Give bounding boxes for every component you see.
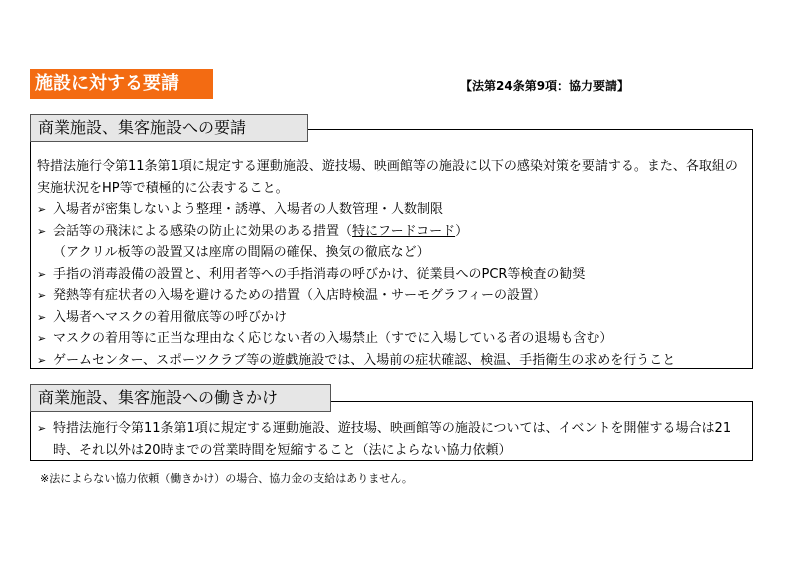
list-item: [37, 285, 746, 307]
arrow-bullet-icon: ➢: [37, 224, 47, 238]
arrow-bullet-icon: ➢: [37, 203, 47, 216]
list-item-text: ゲームセンター、スポーツクラブ等の遊戯施設では、入場前の症状確認、検温、手指衛生の求めを行うこと: [53, 352, 676, 368]
requests-list: [37, 199, 746, 371]
list-item: [37, 418, 746, 461]
requests-box: [30, 129, 753, 369]
arrow-bullet-icon: ➢: [37, 422, 47, 435]
underlined-emphasis: 特にフードコード: [352, 223, 456, 239]
list-item: [37, 264, 746, 286]
list-item: [37, 221, 746, 264]
footnote: ※法によらない協力依頼（働きかけ）の場合、協力金の支給はありません。: [40, 472, 413, 485]
slide-title: 施設に対する要請: [30, 69, 213, 99]
list-item-text: 発熱等有症状者の入場を避けるための措置（入店時検温・サーモグラフィーの設置）: [53, 288, 546, 303]
approach-list: [37, 418, 746, 461]
list-item-text: マスクの着用等に正当な理由なく応じない者の入場禁止（すでに入場している者の退場も含む）: [53, 331, 613, 346]
requests-intro: 特措法施行令第11条第1項に規定する運動施設、遊技場、映画館等の施設に以下の感染対策を要請する。また、各取組の実施状況をHP等で積極的に公表すること。: [37, 159, 738, 196]
list-item-text: 入場者が密集しないよう整理・誘導、入場者の人数管理・人数制限: [53, 202, 444, 217]
section-title-requests: 商業施設、集客施設への要請: [30, 114, 308, 142]
arrow-bullet-icon: ➢: [37, 267, 47, 281]
list-item-text: 入場者へマスクの着用徹底等の呼びかけ: [53, 309, 288, 325]
list-item: [37, 307, 746, 329]
arrow-bullet-icon: ➢: [37, 353, 47, 367]
list-item: [37, 350, 746, 372]
section-title-approach: 商業施設、集客施設への働きかけ: [30, 384, 331, 412]
list-item-text: 特措法施行令第11条第1項に規定する運動施設、遊技場、映画館等の施設については、イベントを開催する場合は21時、それ以外は20時までの営業時間を短縮すること（法によらない協力依頼）: [53, 421, 732, 458]
list-item: [37, 199, 746, 221]
legal-reference: 【法第24条第9項：協力要請】: [460, 79, 630, 93]
list-item-text: 手指の消毒設備の設置と、利用者等への手指消毒の呼びかけ、従業員へのPCR等検査の勧奨: [53, 266, 586, 282]
arrow-bullet-icon: ➢: [37, 289, 47, 302]
arrow-bullet-icon: ➢: [37, 332, 47, 345]
list-item: [37, 328, 746, 350]
list-item-text-after: ）: [455, 223, 469, 239]
list-item-text: 会話等の飛沫による感染の防止に効果のある措置（: [53, 223, 353, 239]
arrow-bullet-icon: ➢: [37, 310, 47, 324]
list-item-subtext: （アクリル板等の設置又は座席の間隔の確保、換気の徹底など）: [53, 245, 430, 260]
